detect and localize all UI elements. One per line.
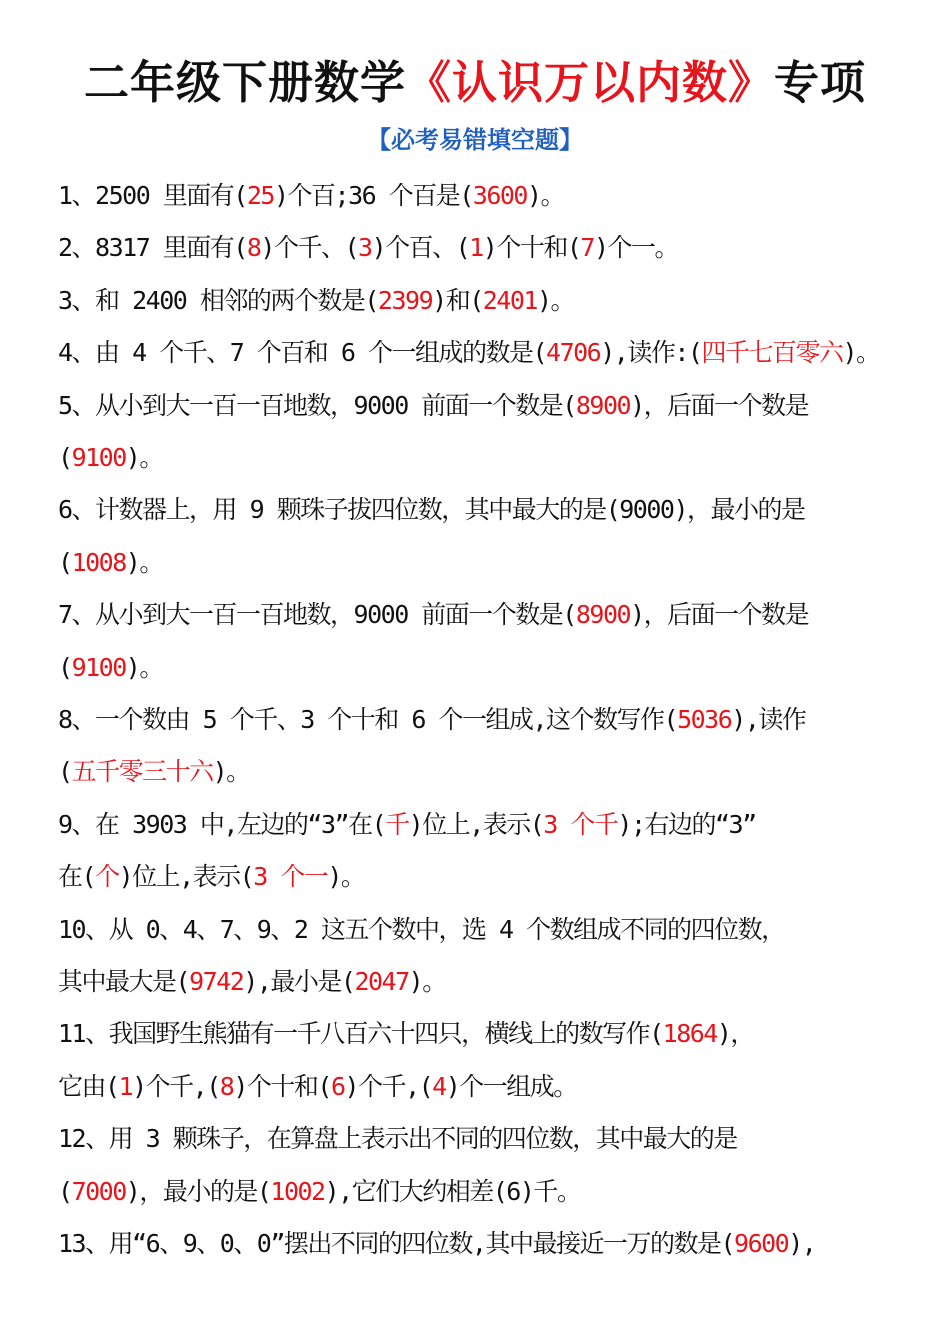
question-text: 4、由 4 个千、7 个百和 6 个一组成的数是( xyxy=(58,338,547,368)
question-text: )个一。 xyxy=(593,233,678,263)
page-title xyxy=(0,52,950,114)
question-text: )。 xyxy=(327,862,365,892)
question-text: )。 xyxy=(125,547,163,577)
answer-text: 五千零三十六 xyxy=(71,757,213,787)
question-text: )个一组成。 xyxy=(445,1071,577,1101)
question-text: ), xyxy=(788,1229,816,1258)
question-line xyxy=(58,1172,898,1212)
answer-text: 8900 xyxy=(575,390,631,420)
question-text: 9、在 3903 中,左边的“3”在( xyxy=(58,809,386,839)
answer-text: 9600 xyxy=(734,1229,789,1258)
question-text: )。 xyxy=(536,285,575,315)
answer-text: 1864 xyxy=(662,1019,717,1049)
question-line xyxy=(58,857,898,897)
answer-text: 1 xyxy=(469,233,483,263)
answer-text: 3 xyxy=(358,233,372,263)
answer-text: 9100 xyxy=(71,443,126,472)
question-text: 1、2500 里面有( xyxy=(58,181,247,210)
answer-text: 3 个千 xyxy=(543,809,618,839)
question-line xyxy=(58,176,898,216)
answer-text: 3600 xyxy=(472,181,527,210)
answer-text: 6 xyxy=(330,1071,345,1101)
question-text: )个十和( xyxy=(233,1071,331,1101)
question-text: )， xyxy=(716,1019,754,1049)
answer-text: 四千七百零六 xyxy=(701,338,843,368)
answer-text: 9742 xyxy=(189,967,244,996)
answer-text: 4706 xyxy=(546,338,601,368)
question-line xyxy=(58,1014,898,1054)
question-line xyxy=(58,910,898,950)
question-text: ),它们大约相差(6)千。 xyxy=(324,1176,581,1206)
question-text: 11、我国野生熊猫有一千八百六十四只，横线上的数写作( xyxy=(58,1019,663,1049)
question-text: 5、从小到大一百一百地数，9000 前面一个数是( xyxy=(58,390,576,420)
question-text: ),最小是( xyxy=(243,967,355,996)
question-line xyxy=(58,490,898,530)
question-line xyxy=(58,281,898,321)
question-text: ),读作:( xyxy=(600,338,702,368)
question-text: )。 xyxy=(212,757,250,787)
question-text: 其中最大是( xyxy=(58,967,190,996)
question-text: 12、用 3 颗珠子，在算盘上表示出不同的四位数，其中最大的是 xyxy=(58,1124,737,1154)
question-text: )个千,( xyxy=(132,1071,220,1101)
question-text: )和( xyxy=(432,285,483,315)
question-text: )，后面一个数是 xyxy=(630,600,809,630)
answer-text: 千 xyxy=(385,809,409,839)
answer-text: 8 xyxy=(246,233,261,263)
question-text: 13、用“6、9、0、0”摆出不同的四位数,其中最接近一万的数是( xyxy=(58,1229,735,1258)
title-highlight: 《认识万以内数》 xyxy=(405,56,774,109)
question-line xyxy=(58,1224,898,1264)
question-line xyxy=(58,333,898,373)
question-text: ( xyxy=(58,757,72,787)
question-text: ( xyxy=(58,443,72,472)
answer-text: 8900 xyxy=(575,600,631,630)
answer-text: 1002 xyxy=(270,1176,325,1206)
answer-text: 个 xyxy=(95,862,119,892)
answer-text: 5036 xyxy=(677,705,732,734)
question-text: )。 xyxy=(527,181,565,210)
answer-text: 1 xyxy=(118,1071,133,1101)
question-line xyxy=(58,805,898,845)
answer-text: 2401 xyxy=(482,285,537,315)
question-text: )个千、( xyxy=(260,233,359,263)
question-text: )，最小的是( xyxy=(125,1176,271,1206)
title-prefix: 二年级下册数学 xyxy=(83,56,406,109)
question-text: ( xyxy=(58,547,72,577)
question-text: );右边的“3” xyxy=(617,809,756,839)
section-subtitle: 【必考易错填空题】 xyxy=(367,126,583,154)
question-line xyxy=(58,438,898,478)
question-line xyxy=(58,752,898,792)
question-text: ( xyxy=(58,652,72,682)
question-line xyxy=(58,962,898,1002)
question-text: )个千,( xyxy=(344,1071,433,1101)
question-text: )位上,表示( xyxy=(408,809,544,839)
question-text: )个十和( xyxy=(482,233,581,263)
question-line xyxy=(58,700,898,740)
question-text: 7、从小到大一百一百地数，9000 前面一个数是( xyxy=(58,600,576,630)
title-suffix: 专项 xyxy=(774,56,867,109)
question-text: )。 xyxy=(125,652,163,682)
answer-text: 1008 xyxy=(71,547,126,577)
answer-text: 3 个一 xyxy=(253,862,328,892)
answer-text: 7 xyxy=(580,233,594,263)
question-text: 8、一个数由 5 个千、3 个十和 6 个一组成,这个数写作( xyxy=(58,705,678,734)
question-text: )。 xyxy=(842,338,880,368)
question-line xyxy=(58,595,898,635)
answer-text: 8 xyxy=(219,1071,234,1101)
question-text: )。 xyxy=(408,967,446,996)
question-text: )个百、( xyxy=(371,233,470,263)
question-text: )个百;36 个百是( xyxy=(273,181,473,210)
answer-text: 25 xyxy=(246,181,274,210)
answer-text: 2399 xyxy=(377,285,433,315)
question-text: 3、和 2400 相邻的两个数是( xyxy=(58,285,378,315)
question-text: 在( xyxy=(58,862,96,892)
question-text: ),读作 xyxy=(731,705,806,734)
question-text: 它由( xyxy=(58,1071,119,1101)
answer-text: 9100 xyxy=(71,652,126,682)
question-line xyxy=(58,386,898,426)
question-text: ( xyxy=(58,1176,72,1206)
question-text: 10、从 0、4、7、9、2 这五个数中，选 4 个数组成不同的四位数， xyxy=(58,914,785,944)
question-line xyxy=(58,543,898,583)
question-text: )。 xyxy=(125,443,163,472)
answer-text: 7000 xyxy=(71,1176,126,1206)
answer-text: 4 xyxy=(432,1071,446,1101)
question-line xyxy=(58,1119,898,1159)
question-text: 6、计数器上，用 9 颗珠子拔四位数，其中最大的是(9000)，最小的是 xyxy=(58,495,805,525)
question-text: 2、8317 里面有( xyxy=(58,233,247,263)
answer-text: 2047 xyxy=(354,967,409,996)
question-line xyxy=(58,648,898,688)
question-line xyxy=(58,228,898,268)
question-text: )，后面一个数是 xyxy=(630,390,809,420)
question-line xyxy=(58,1067,898,1107)
question-text: )位上,表示( xyxy=(118,862,254,892)
